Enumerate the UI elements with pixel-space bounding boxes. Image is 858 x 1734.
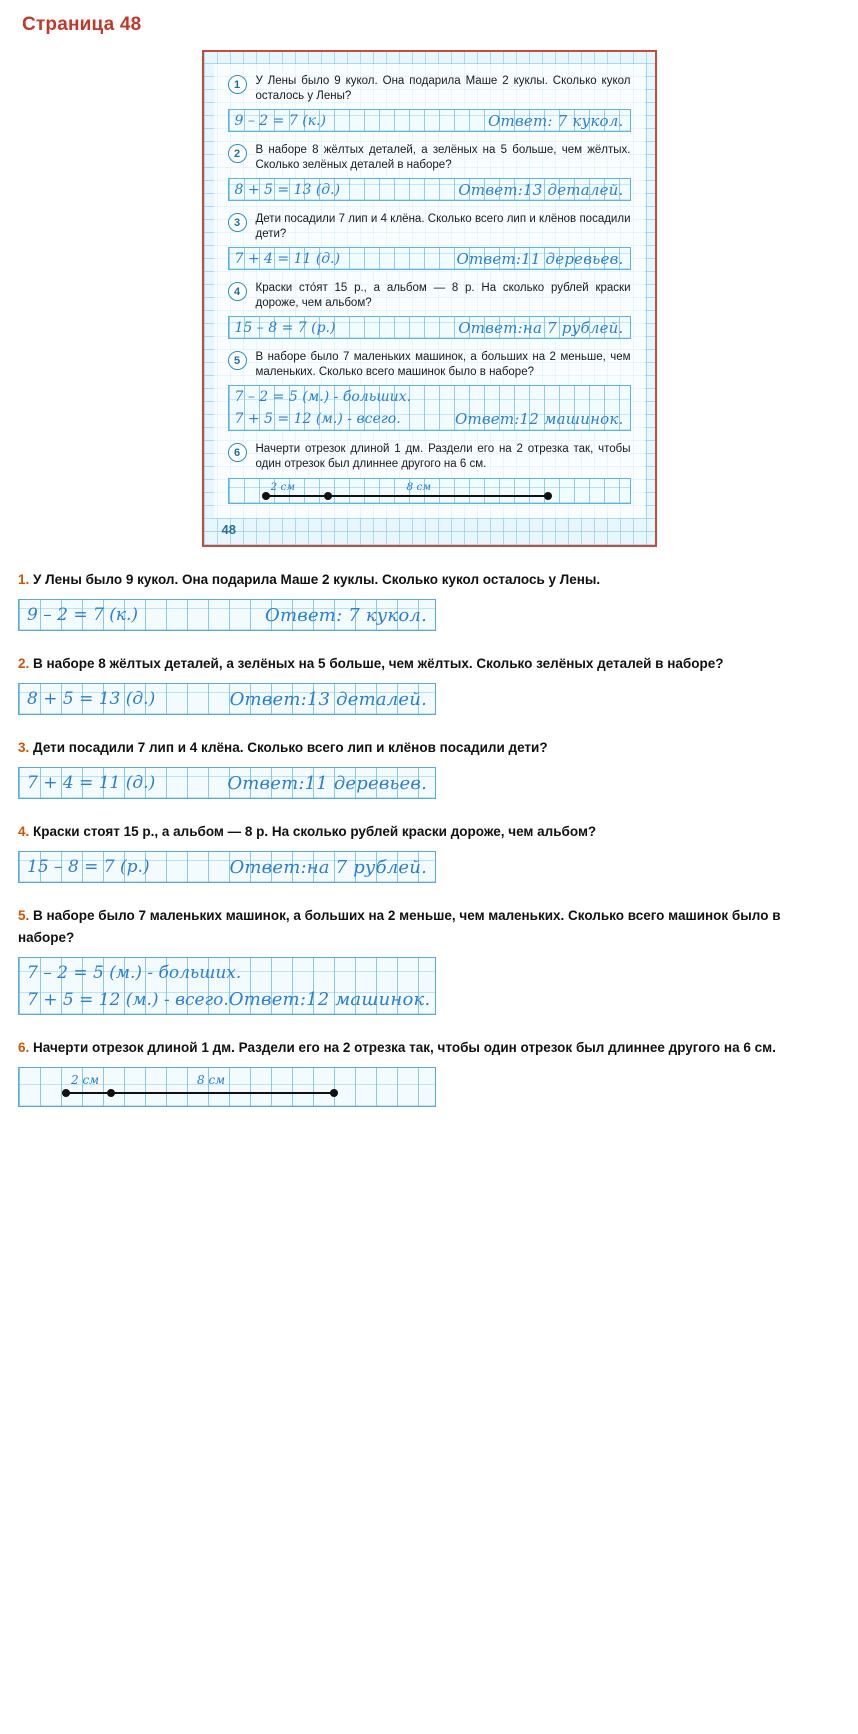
task-text: У Лены было 9 кукол. Она подарила Маше 2 куклы. Сколько кукол осталось у Лены?: [255, 75, 631, 102]
scan-task-6: [228, 442, 631, 472]
task-text: В наборе было 7 маленьких машинок, а больших на 2 меньше, чем маленьких. Сколько всего машинок было в наборе?: [255, 351, 631, 378]
task-number-badge: 4: [228, 282, 247, 301]
transcribed-tasks: [0, 569, 858, 1107]
question-text: Краски стоят 15 р., а альбом — 8 р. На сколько рублей краски дороже, чем альбом?: [33, 824, 597, 839]
segment-endpoint-left: [62, 1089, 70, 1097]
scan-task-1: [228, 74, 631, 104]
segment-divider-point: [107, 1089, 115, 1097]
solution-text: 7 – 2 = 5 (м.) - больших.: [27, 962, 242, 983]
solution-line-2: [235, 408, 624, 430]
answer-text: Ответ: 7 кукол.: [265, 604, 427, 626]
scan-content: [214, 64, 645, 518]
task-number-badge: 6: [228, 443, 247, 462]
task-number-badge: 2: [228, 144, 247, 163]
question-text: У Лены было 9 кукол. Она подарила Маше 2 куклы. Сколько кукол осталось у Лены.: [33, 572, 601, 587]
segment-endpoint-left: [262, 492, 270, 500]
solution-text-2: 7 + 5 = 12 (м.) - всего.: [27, 989, 229, 1010]
solution-text: 7 + 4 = 11 (д.): [27, 773, 156, 793]
task-text: Краски сто́ят 15 р., а альбом — 8 р. На сколько рублей краски дороже, чем альбом?: [255, 282, 631, 309]
segment-label-right: 8 см: [406, 481, 432, 493]
question-number: 4.: [18, 824, 30, 839]
segment-endpoint-right: [544, 492, 552, 500]
task-text: Начерти отрезок длиной 1 дм. Раздели его на 2 отрезка так, чтобы один отрезок был длиннее другого на 6 см.: [255, 443, 631, 470]
question-text: В наборе 8 жёлтых деталей, а зелёных на 5 больше, чем жёлтых. Сколько зелёных деталей в наборе?: [33, 656, 724, 671]
scan-answer-strip-4: [228, 316, 631, 339]
scan-page-number: 48: [221, 522, 236, 537]
handwritten-solution: 15 – 8 = 7 (р.): [234, 319, 336, 336]
task-text: Дети посадили 7 лип и 4 клёна. Сколько всего лип и клёнов посадили дети?: [255, 213, 631, 240]
page-title: Страница 48: [22, 14, 142, 35]
answer-text: Ответ:11 деревьев.: [227, 772, 427, 794]
scan-answer-strip-1: [228, 109, 631, 132]
question-number: 6.: [18, 1040, 30, 1055]
handwritten-solution: 9 – 2 = 7 (к.): [234, 112, 326, 129]
task-number-badge: 3: [228, 213, 247, 232]
segment-label-left: 2 см: [270, 481, 296, 493]
question-text: Дети посадили 7 лип и 4 клёна. Сколько всего лип и клёнов посадили дети?: [33, 740, 548, 755]
answer-text: Ответ:13 деталей.: [229, 688, 427, 710]
segment-endpoint-right: [330, 1089, 338, 1097]
question-3: [18, 737, 840, 759]
segment-label-right: 8 см: [197, 1073, 226, 1087]
segment-label-left: 2 см: [71, 1073, 100, 1087]
handwritten-solution: 7 + 4 = 11 (д.): [234, 250, 341, 267]
handwritten-answer: Ответ:12 машинок.: [454, 410, 624, 428]
scan-task-4: [228, 281, 631, 311]
segment-line: [265, 495, 551, 497]
answer-text: Ответ:на 7 рублей.: [229, 856, 427, 878]
solution-row-2: [27, 986, 431, 1013]
question-1: [18, 569, 840, 591]
question-text: В наборе было 7 маленьких машинок, а больших на 2 меньше, чем маленьких. Сколько всего машинок было в наборе?: [18, 908, 781, 945]
solution-text: 9 – 2 = 7 (к.): [27, 605, 139, 625]
handwritten-answer: Ответ: 7 кукол.: [488, 111, 624, 130]
answer-strip-3: [18, 767, 436, 799]
solution-text: 15 – 8 = 7 (р.): [27, 857, 150, 877]
question-4: [18, 821, 840, 843]
scan-answer-strip-3: [228, 247, 631, 270]
handwritten-answer: Ответ:13 деталей.: [458, 180, 624, 199]
handwritten-solution: 7 – 2 = 5 (м.) - больших.: [234, 389, 411, 405]
scan-task-5: [228, 350, 631, 380]
scan-task-3: [228, 212, 631, 242]
segment-divider-point: [324, 492, 332, 500]
answer-strip-2: [18, 683, 436, 715]
question-number: 5.: [18, 908, 30, 923]
question-5: [18, 905, 840, 949]
task-number-badge: 5: [228, 351, 247, 370]
solution-text: 8 + 5 = 13 (д.): [27, 689, 156, 709]
handwritten-solution: 8 + 5 = 13 (д.): [234, 181, 341, 198]
handwritten-solution-2: 7 + 5 = 12 (м.) - всего.: [234, 411, 401, 427]
answer-strip-4: [18, 851, 436, 883]
question-text: Начерти отрезок длиной 1 дм. Раздели его на 2 отрезка так, чтобы один отрезок был длиннее другого на 6 см.: [33, 1040, 776, 1055]
solution-line-1: [235, 386, 624, 408]
segment-figure: [18, 1067, 436, 1107]
scanned-workbook-page: [202, 50, 657, 547]
question-6: [18, 1037, 840, 1059]
task-number-badge: 1: [228, 75, 247, 94]
scan-answer-strip-2: [228, 178, 631, 201]
question-number: 1.: [18, 572, 30, 587]
question-number: 3.: [18, 740, 30, 755]
scan-task-2: [228, 143, 631, 173]
answer-strip-1: [18, 599, 436, 631]
scan-answer-strip-5: [228, 385, 631, 431]
scan-segment-figure: [228, 478, 631, 504]
question-2: [18, 653, 840, 675]
answer-strip-5: [18, 957, 436, 1015]
segment-line: [65, 1092, 337, 1094]
scanned-page-wrapper: [0, 50, 858, 547]
answer-text: Ответ:12 машинок.: [228, 989, 431, 1010]
task-text: В наборе 8 жёлтых деталей, а зелёных на 5 больше, чем жёлтых. Сколько зелёных деталей в наборе?: [255, 144, 631, 171]
handwritten-answer: Ответ:на 7 рублей.: [458, 318, 624, 337]
question-number: 2.: [18, 656, 30, 671]
solution-row-1: [27, 959, 427, 986]
handwritten-answer: Ответ:11 деревьев.: [456, 249, 624, 268]
